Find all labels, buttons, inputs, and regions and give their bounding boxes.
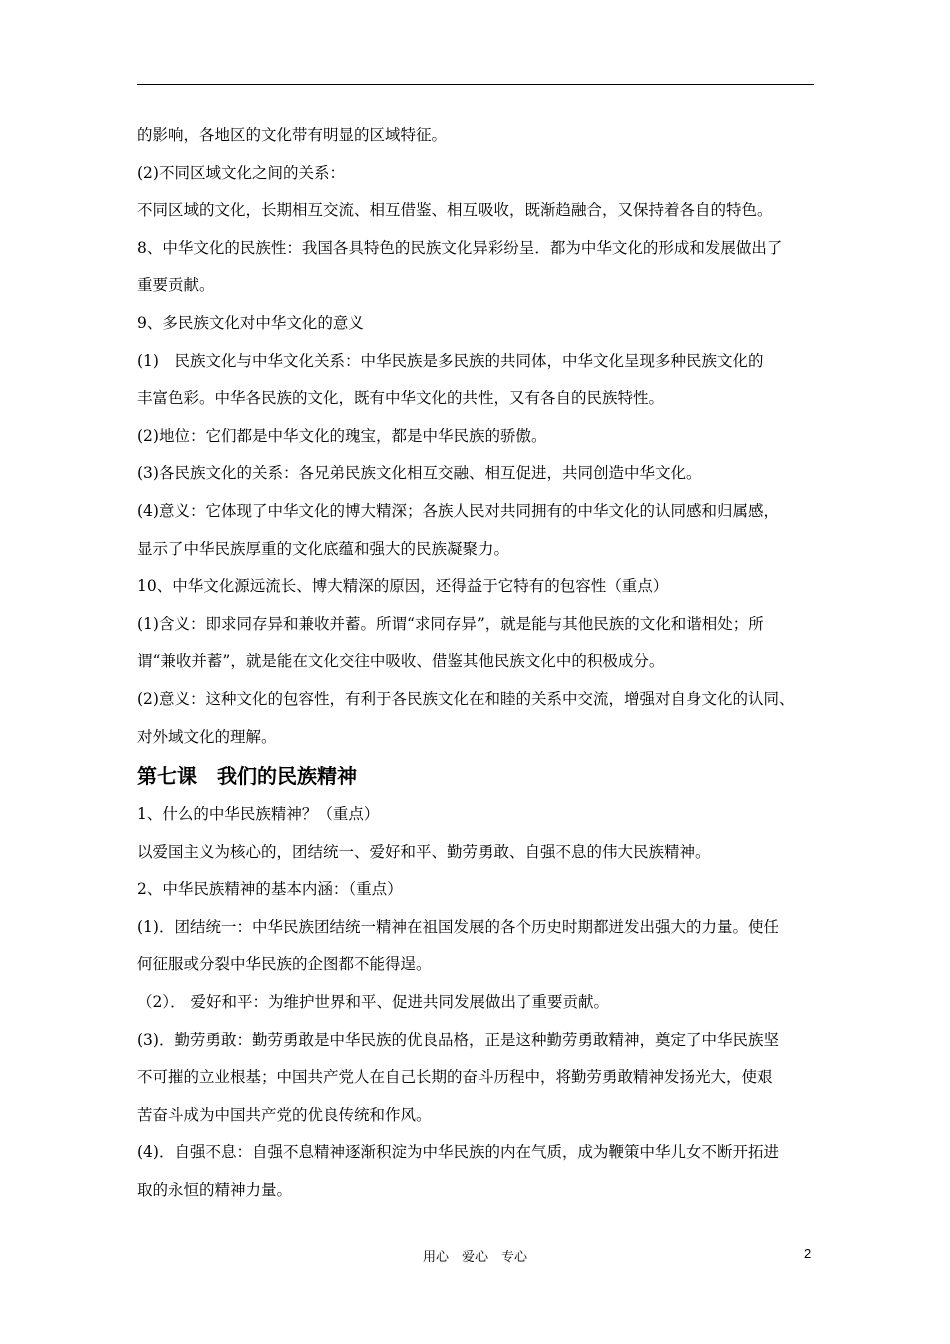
text-line: (4)．自强不息：自强不息精神逐渐积淀为中华民族的内在气质，成为鞭策中华儿女不断开拓进 [137, 1143, 779, 1162]
text-line: 谓“兼收并蓄”，就是能在文化交往中吸收、借鉴其他民族文化中的积极成分。 [137, 652, 665, 671]
text-line: 何征服或分裂中华民族的企图都不能得逞。 [137, 955, 432, 974]
text-line: (2)不同区域文化之间的关系： [137, 163, 345, 182]
lesson-title: 第七课 我们的民族精神 [137, 764, 357, 789]
header-rule [137, 84, 814, 85]
text-line: (3)各民族文化的关系：各兄弟民族文化相互交融、相互促进，共同创造中华文化。 [137, 464, 702, 483]
text-line: 2、中华民族精神的基本内涵：（重点） [137, 880, 403, 899]
text-line: 丰富色彩。中华各民族的文化，既有中华文化的共性，又有各自的民族特性。 [137, 389, 665, 408]
text-line: 8、中华文化的民族性：我国各具特色的民族文化异彩纷呈．都为中华文化的形成和发展做出了 [137, 238, 783, 257]
text-line: 取的永恒的精神力量。 [137, 1181, 293, 1200]
text-line: 1、什么的中华民族精神？（重点） [137, 805, 380, 824]
text-line: 对外域文化的理解。 [137, 727, 277, 746]
text-line: (2)地位：它们都是中华文化的瑰宝，都是中华民族的骄傲。 [137, 426, 547, 445]
text-line: 以爱国主义为核心的，团结统一、爱好和平、勤劳勇敢、自强不息的伟大民族精神。 [137, 842, 711, 861]
text-line: 不可摧的立业根基；中国共产党人在自己长期的奋斗历程中，将勤劳勇敢精神发扬光大，使艰 [137, 1068, 773, 1087]
text-line: （2）． 爱好和平：为维护世界和平、促进共同发展做出了重要贡献。 [137, 993, 610, 1012]
text-line: 苦奋斗成为中国共产党的优良传统和作风。 [137, 1105, 432, 1124]
text-line: 10、中华文化源远流长、博大精深的原因，还得益于它特有的包容性（重点） [137, 577, 669, 596]
text-line: 的影响，各地区的文化带有明显的区域特征。 [137, 126, 448, 144]
text-line: (4)意义：它体现了中华文化的博大精深；各族人民对共同拥有的中华文化的认同感和归属感， [137, 501, 779, 520]
text-line: (2)意义：这种文化的包容性，有利于各民族文化在和睦的关系中交流，增强对自身文化的认同、 [137, 689, 795, 708]
text-line: 不同区域的文化，长期相互交流、相互借鉴、相互吸收，既渐趋融合，又保持着各自的特色。 [137, 201, 773, 220]
text-line: 9、多民族文化对中华文化的意义 [137, 313, 364, 332]
text-line: 重要贡献。 [137, 276, 215, 295]
page-content [137, 117, 823, 1210]
page-footer: 用心 爱心 专心 [422, 1250, 527, 1265]
page-number: 2 [804, 1246, 812, 1261]
text-line: (1)．团结统一：中华民族团结统一精神在祖国发展的各个历史时期都迸发出强大的力量。使任 [137, 917, 779, 936]
text-line: (1) 民族文化与中华文化关系：中华民族是多民族的共同体，中华文化呈现多种民族文化的 [137, 351, 764, 370]
text-line: (3)．勤劳勇敢：勤劳勇敢是中华民族的优良品格，正是这种勤劳勇敢精神，奠定了中华民族坚 [137, 1030, 779, 1049]
text-line: 显示了中华民族厚重的文化底蕴和强大的民族凝聚力。 [137, 539, 510, 558]
text-line: (1)含义：即求同存异和兼收并蓄。所谓“求同存异”，就是能与其他民族的文化和谐相处；所 [137, 614, 764, 633]
